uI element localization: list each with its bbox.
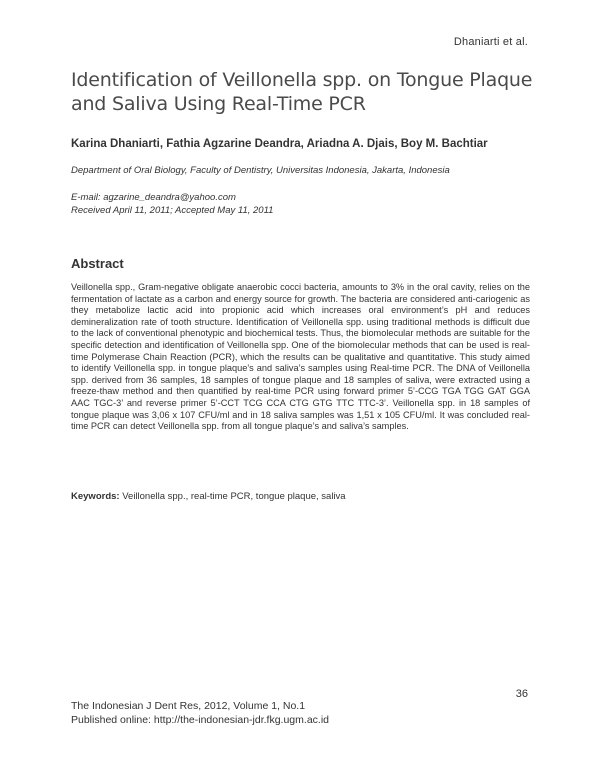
author-list: Karina Dhaniarti, Fathia Agzarine Deandra, Ariadna A. Djais, Boy M. Bachtiar: [71, 138, 488, 150]
keywords-label: Keywords:: [71, 491, 120, 502]
footer-online-url: Published online: http://the-indonesian-jdr.fkg.ugm.ac.id: [71, 714, 329, 726]
article-title: Identification of Veillonella spp. on Tongue Plaque and Saliva Using Real-Time PCR: [71, 69, 533, 115]
abstract-heading: Abstract: [71, 256, 124, 271]
keywords-line: [71, 491, 530, 502]
abstract-body: Veillonella spp., Gram-negative obligate anaerobic cocci bacteria, amounts to 3% in the oral cavity, relies on the fermentation of lactate as a carbon and energy source for growth. The bacteria are considered anti-cariogenic as they metabolize lactic acid into propionic acid which increases oral environment’s pH and reduces demineralization rate of tooth structure. Identification of Veillonella spp. using traditional methods is difficult due to the lack of conventional phenotypic and biochemical tests. Thus, the biomolecular methods are suitable for the specific detection and identification of Veillonella spp. One of the biomolecular methods that can be used is real-time Polymerase Chain Reaction (PCR), which the results can be qualitative and quantitative. This study aimed to identify Veillonella spp. in tongue plaque’s and saliva’s samples using Real-time PCR. The DNA of Veillonella spp. derived from 36 samples, 18 samples of tongue plaque and 18 samples of saliva, were extracted using a freeze-thaw method and then quantified by real-time PCR using forward primer 5’-CCG TGA TGG GAT GGA AAC TGC-3’ and reverse primer 5’-CCT TCG CCA CTG GTG TTC TTC-3’. Veillonella spp. in 18 samples of tongue plaque was 3,06 x 107 CFU/ml and in 18 saliva samples was 1,51 x 105 CFU/ml. It was concluded real-time PCR can detect Veillonella spp. from all tongue plaque’s and saliva’s samples.: [71, 282, 530, 432]
running-head: Dhaniarti et al.: [453, 36, 528, 48]
received-accepted-dates: Received April 11, 2011; Accepted May 11, 2011: [71, 205, 274, 216]
contact-email: E-mail: agzarine_deandra@yahoo.com: [71, 192, 236, 203]
author-affiliation: Department of Oral Biology, Faculty of Dentistry, Universitas Indonesia, Jakarta, Indonesia: [71, 165, 450, 176]
footer-journal-citation: The Indonesian J Dent Res, 2012, Volume 1, No.1: [71, 700, 306, 712]
page-number: 36: [515, 688, 528, 700]
keywords-text: Veillonella spp., real-time PCR, tongue plaque, saliva: [119, 491, 346, 502]
